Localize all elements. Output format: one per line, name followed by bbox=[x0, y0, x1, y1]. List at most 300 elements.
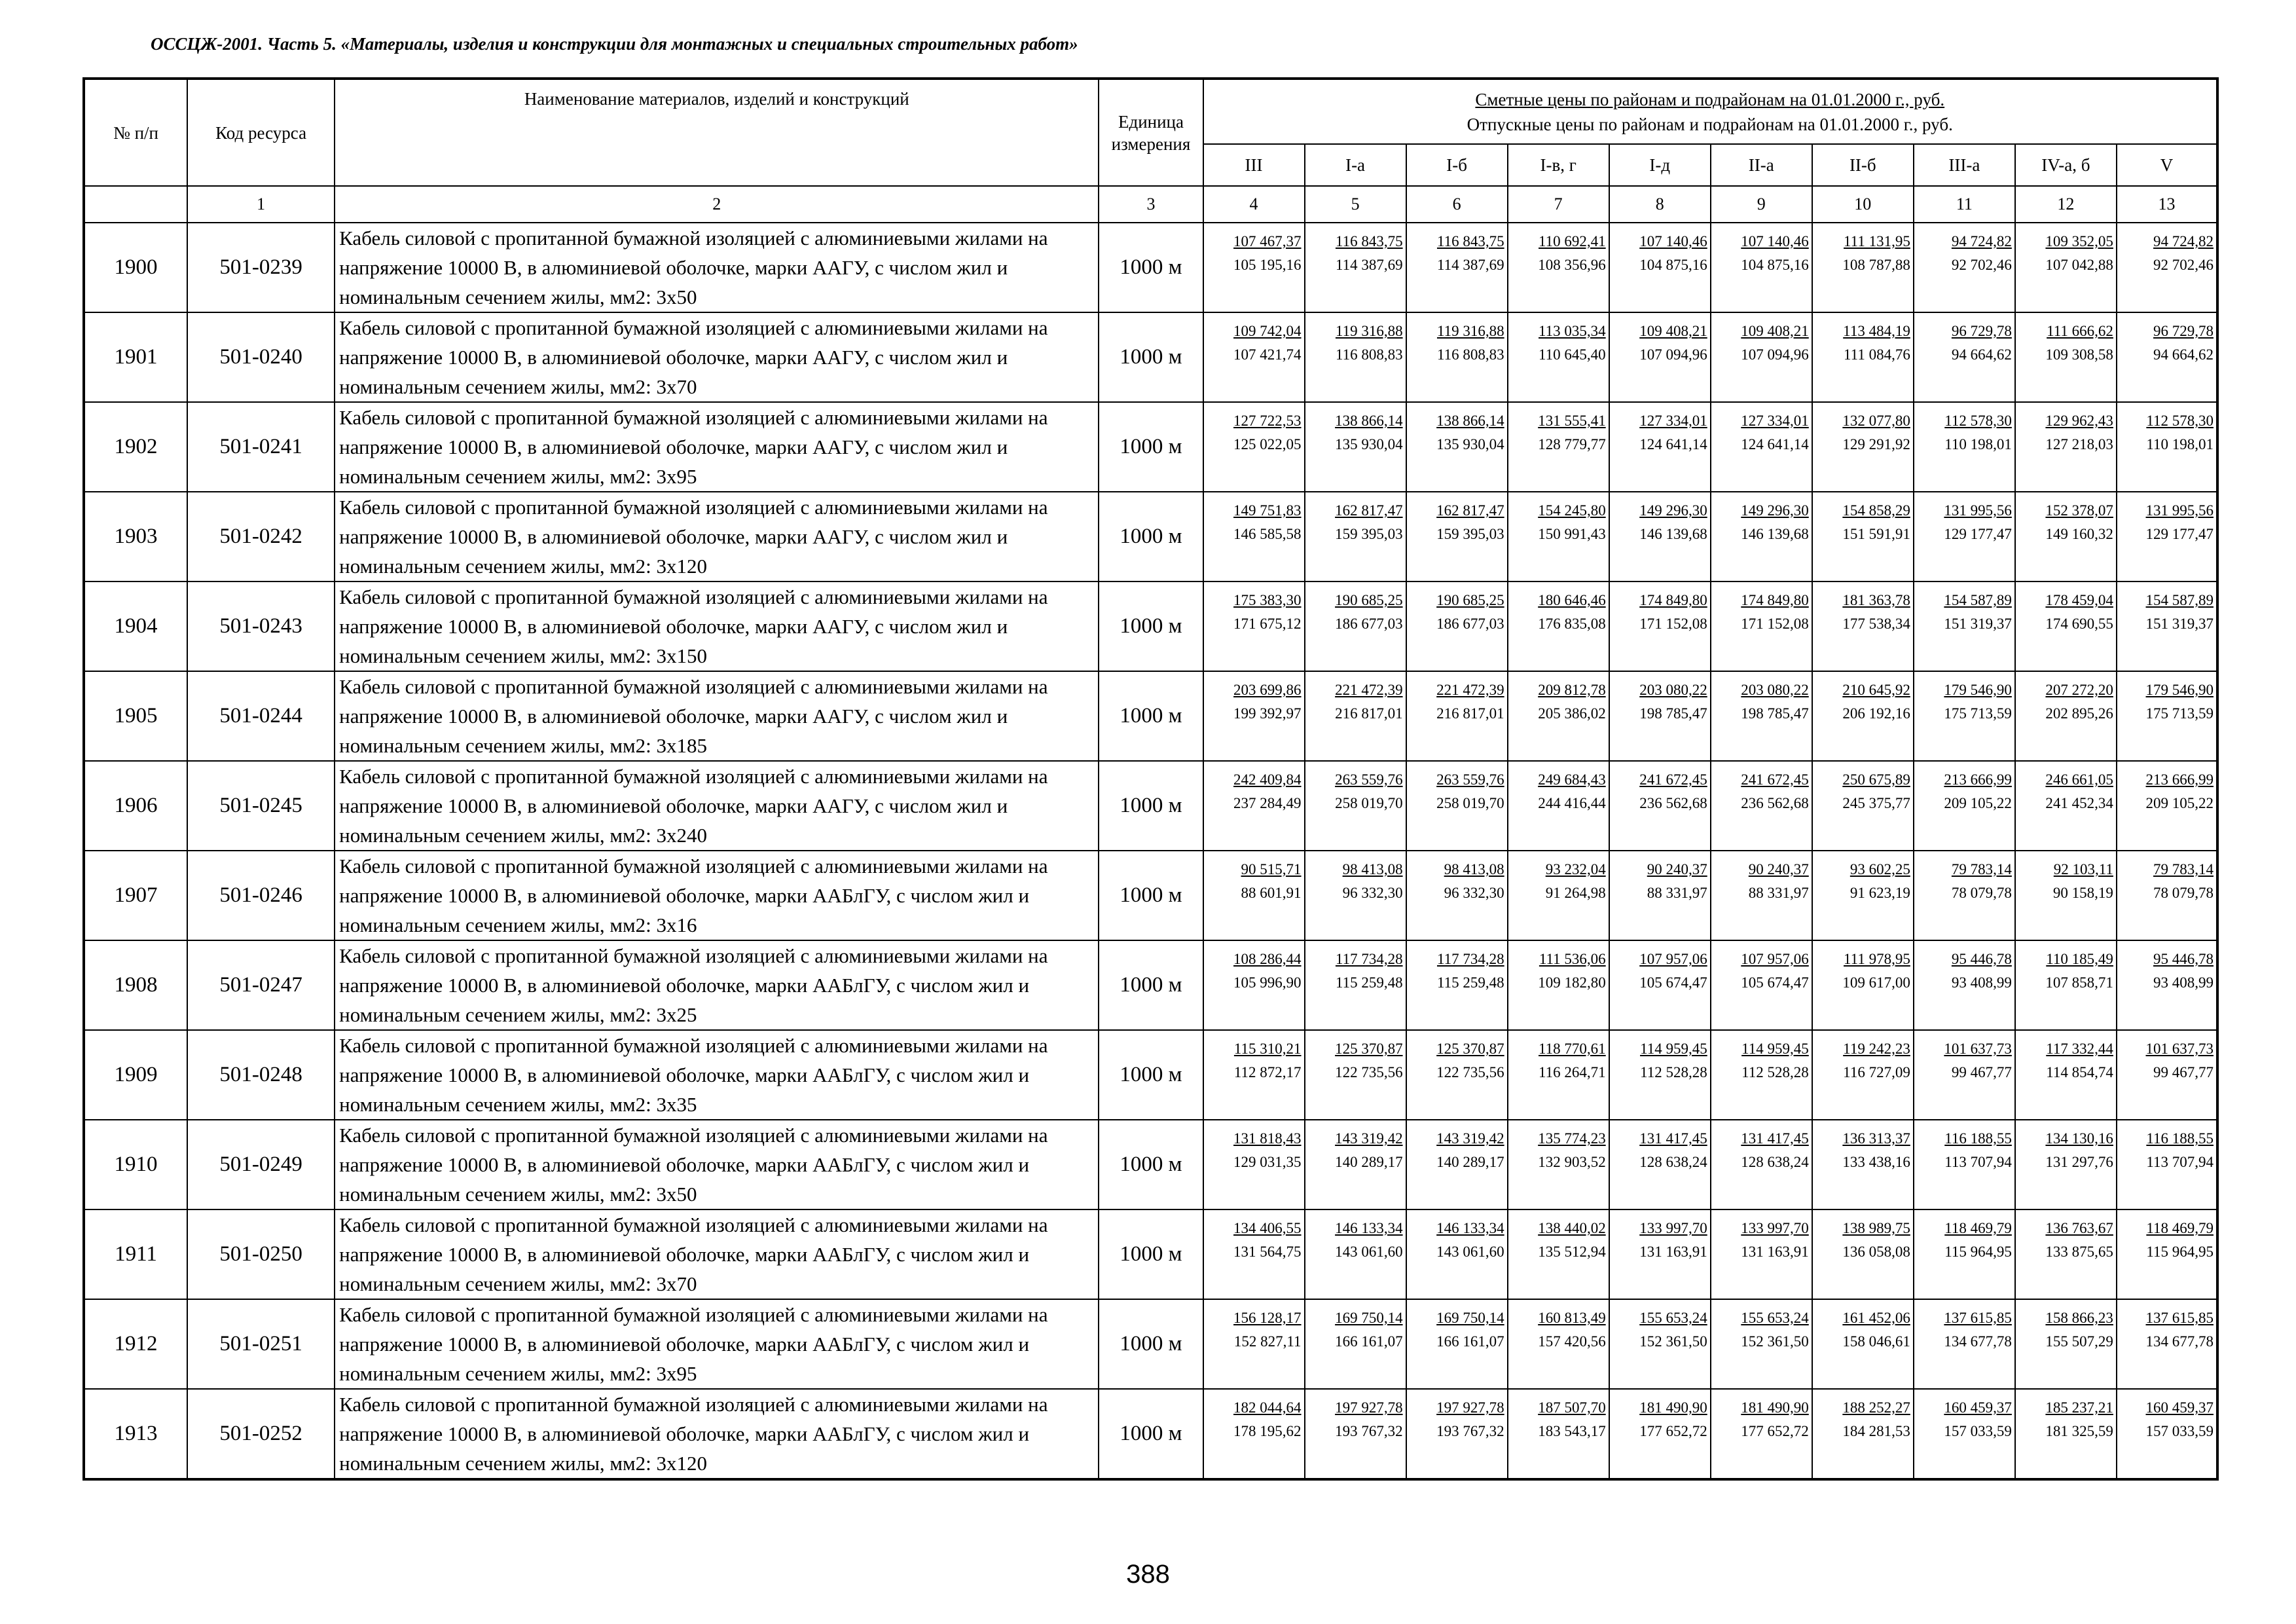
release-price: 131 163,91 bbox=[1639, 1244, 1707, 1260]
price-table bbox=[82, 77, 2219, 1481]
estimate-price: 138 440,02 bbox=[1538, 1220, 1606, 1236]
release-price: 104 875,16 bbox=[1741, 257, 1809, 273]
release-price: 157 033,59 bbox=[2145, 1423, 2214, 1439]
unit: 1000 м bbox=[1099, 1030, 1203, 1120]
estimate-price: 174 849,80 bbox=[1639, 592, 1707, 608]
release-price: 193 767,32 bbox=[1436, 1423, 1504, 1439]
table-row bbox=[84, 1209, 2217, 1299]
price-cell bbox=[2117, 1209, 2217, 1299]
price-cell bbox=[1609, 1299, 1711, 1389]
unit: 1000 м bbox=[1099, 940, 1203, 1030]
release-price: 152 827,11 bbox=[1233, 1333, 1302, 1350]
row-number: 1913 bbox=[84, 1389, 187, 1479]
release-price: 113 707,94 bbox=[2146, 1154, 2214, 1170]
release-price: 111 084,76 bbox=[1844, 346, 1910, 363]
unit: 1000 м bbox=[1099, 312, 1203, 402]
material-name: Кабель силовой с пропитанной бумажной изоляцией с алюминиевыми жилами на напряжение 10000 В, в алюминиевой оболочке, марки ААБлГУ, с числом жил и номинальным сечением жилы, мм2: 3х25 bbox=[335, 940, 1099, 1030]
release-price: 92 702,46 bbox=[2153, 257, 2214, 273]
material-name: Кабель силовой с пропитанной бумажной изоляцией с алюминиевыми жилами на напряжение 10000 В, в алюминиевой оболочке, марки ААГУ, с числом жил и номинальным сечением жилы, мм2: 3х150 bbox=[335, 581, 1099, 671]
resource-code: 501-0241 bbox=[187, 402, 335, 492]
price-cell bbox=[1508, 1030, 1609, 1120]
estimate-price: 125 370,87 bbox=[1335, 1041, 1403, 1057]
price-cell bbox=[1406, 492, 1508, 581]
estimate-price: 116 843,75 bbox=[1335, 233, 1403, 249]
resource-code: 501-0249 bbox=[187, 1120, 335, 1209]
table-row bbox=[84, 312, 2217, 402]
price-cell bbox=[1305, 1209, 1406, 1299]
estimate-price: 135 774,23 bbox=[1538, 1130, 1606, 1147]
release-price: 107 094,96 bbox=[1639, 346, 1707, 363]
release-price: 110 645,40 bbox=[1539, 346, 1606, 363]
release-price: 96 332,30 bbox=[1444, 885, 1504, 901]
price-cell bbox=[1914, 761, 2015, 851]
release-price: 171 152,08 bbox=[1639, 616, 1707, 632]
price-cell bbox=[2117, 223, 2217, 312]
price-cell bbox=[1203, 1299, 1305, 1389]
unit: 1000 м bbox=[1099, 581, 1203, 671]
price-cell bbox=[2117, 1389, 2217, 1479]
price-cell bbox=[1914, 223, 2015, 312]
price-cell bbox=[2015, 940, 2117, 1030]
release-price: 91 623,19 bbox=[1850, 885, 1910, 901]
price-cell bbox=[1812, 1389, 1914, 1479]
release-price: 122 735,56 bbox=[1335, 1064, 1403, 1080]
header-region: II-а bbox=[1711, 144, 1812, 186]
estimate-price: 118 770,61 bbox=[1539, 1041, 1606, 1057]
price-cell bbox=[1305, 402, 1406, 492]
release-price: 183 543,17 bbox=[1538, 1423, 1606, 1439]
release-price: 99 467,77 bbox=[1951, 1064, 2012, 1080]
release-price: 128 638,24 bbox=[1741, 1154, 1809, 1170]
release-price: 202 895,26 bbox=[2045, 705, 2113, 722]
estimate-price: 94 724,82 bbox=[2153, 233, 2214, 249]
estimate-price: 181 490,90 bbox=[1741, 1399, 1809, 1416]
price-cell bbox=[1812, 1209, 1914, 1299]
release-price: 133 875,65 bbox=[2045, 1244, 2113, 1260]
estimate-price: 101 637,73 bbox=[1944, 1041, 2012, 1057]
release-price: 96 332,30 bbox=[1342, 885, 1403, 901]
estimate-price: 111 978,95 bbox=[1844, 951, 1910, 967]
resource-code: 501-0246 bbox=[187, 851, 335, 940]
estimate-price: 117 332,44 bbox=[2046, 1041, 2113, 1057]
row-number: 1906 bbox=[84, 761, 187, 851]
price-cell bbox=[1203, 223, 1305, 312]
estimate-price: 180 646,46 bbox=[1538, 592, 1606, 608]
release-price: 205 386,02 bbox=[1538, 705, 1606, 722]
price-cell bbox=[1812, 761, 1914, 851]
release-price: 174 690,55 bbox=[2045, 616, 2113, 632]
price-cell bbox=[1711, 1030, 1812, 1120]
price-cell bbox=[1508, 581, 1609, 671]
price-cell bbox=[1305, 492, 1406, 581]
header-unit: Единица измерения bbox=[1099, 79, 1203, 186]
release-price: 140 289,17 bbox=[1335, 1154, 1403, 1170]
release-price: 159 395,03 bbox=[1436, 526, 1504, 542]
estimate-price: 241 672,45 bbox=[1741, 771, 1809, 788]
estimate-price: 174 849,80 bbox=[1741, 592, 1809, 608]
price-cell bbox=[1406, 1030, 1508, 1120]
release-price: 107 094,96 bbox=[1741, 346, 1809, 363]
price-cell bbox=[2015, 761, 2117, 851]
estimate-price: 162 817,47 bbox=[1335, 502, 1403, 519]
price-cell bbox=[1305, 1120, 1406, 1209]
release-price: 116 808,83 bbox=[1335, 346, 1403, 363]
release-price: 125 022,05 bbox=[1233, 436, 1302, 452]
release-price: 112 872,17 bbox=[1233, 1064, 1302, 1080]
release-price: 181 325,59 bbox=[2045, 1423, 2113, 1439]
row-number: 1908 bbox=[84, 940, 187, 1030]
price-cell bbox=[1406, 402, 1508, 492]
price-cell bbox=[1305, 223, 1406, 312]
estimate-price: 250 675,89 bbox=[1842, 771, 1910, 788]
release-price: 129 177,47 bbox=[2145, 526, 2214, 542]
row-number: 1903 bbox=[84, 492, 187, 581]
price-cell bbox=[1406, 761, 1508, 851]
estimate-price: 110 692,41 bbox=[1539, 233, 1606, 249]
table-row bbox=[84, 492, 2217, 581]
price-cell bbox=[2015, 492, 2117, 581]
estimate-price: 93 602,25 bbox=[1850, 861, 1910, 877]
material-name: Кабель силовой с пропитанной бумажной изоляцией с алюминиевыми жилами на напряжение 10000 В, в алюминиевой оболочке, марки ААГУ, с числом жил и номинальным сечением жилы, мм2: 3х70 bbox=[335, 312, 1099, 402]
estimate-price: 109 742,04 bbox=[1233, 323, 1302, 339]
table-row bbox=[84, 671, 2217, 761]
release-price: 209 105,22 bbox=[1944, 795, 2012, 811]
price-cell bbox=[1711, 402, 1812, 492]
estimate-price: 111 536,06 bbox=[1539, 951, 1606, 967]
estimate-price: 109 408,21 bbox=[1639, 323, 1707, 339]
price-cell bbox=[2117, 492, 2217, 581]
release-price: 78 079,78 bbox=[2153, 885, 2214, 901]
resource-code: 501-0242 bbox=[187, 492, 335, 581]
price-cell bbox=[1203, 1120, 1305, 1209]
estimate-price: 246 661,05 bbox=[2045, 771, 2113, 788]
estimate-price: 116 188,55 bbox=[1944, 1130, 2012, 1147]
resource-code: 501-0247 bbox=[187, 940, 335, 1030]
release-price: 114 387,69 bbox=[1436, 257, 1504, 273]
row-number: 1905 bbox=[84, 671, 187, 761]
release-price: 112 528,28 bbox=[1640, 1064, 1707, 1080]
table-row bbox=[84, 402, 2217, 492]
price-cell bbox=[2117, 1299, 2217, 1389]
material-name: Кабель силовой с пропитанной бумажной изоляцией с алюминиевыми жилами на напряжение 10000 В, в алюминиевой оболочке, марки ААБлГУ, с числом жил и номинальным сечением жилы, мм2: 3х35 bbox=[335, 1030, 1099, 1120]
estimate-price: 113 484,19 bbox=[1843, 323, 1910, 339]
estimate-price: 136 313,37 bbox=[1842, 1130, 1910, 1147]
release-price: 157 033,59 bbox=[1944, 1423, 2012, 1439]
estimate-price: 119 316,88 bbox=[1335, 323, 1403, 339]
estimate-price: 125 370,87 bbox=[1436, 1041, 1504, 1057]
release-price: 171 152,08 bbox=[1741, 616, 1809, 632]
price-cell bbox=[1812, 851, 1914, 940]
release-price: 116 727,09 bbox=[1843, 1064, 1910, 1080]
release-price: 99 467,77 bbox=[2153, 1064, 2214, 1080]
price-cell bbox=[2117, 1030, 2217, 1120]
release-price: 91 264,98 bbox=[1545, 885, 1606, 901]
estimate-price: 118 469,79 bbox=[1944, 1220, 2012, 1236]
release-price: 88 601,91 bbox=[1241, 885, 1302, 901]
price-cell bbox=[1406, 312, 1508, 402]
release-price: 109 182,80 bbox=[1538, 974, 1606, 991]
price-cell bbox=[2015, 1389, 2117, 1479]
estimate-price: 111 666,62 bbox=[2047, 323, 2113, 339]
unit: 1000 м bbox=[1099, 671, 1203, 761]
price-cell bbox=[1203, 312, 1305, 402]
header-name: Наименование материалов, изделий и конструкций bbox=[335, 79, 1099, 186]
price-cell bbox=[1406, 1389, 1508, 1479]
price-cell bbox=[1914, 402, 2015, 492]
release-price: 94 664,62 bbox=[2153, 346, 2214, 363]
column-number: 6 bbox=[1406, 186, 1508, 223]
estimate-price: 146 133,34 bbox=[1335, 1220, 1403, 1236]
column-number: 1 bbox=[187, 186, 335, 223]
release-price: 177 652,72 bbox=[1639, 1423, 1707, 1439]
release-price: 78 079,78 bbox=[1951, 885, 2012, 901]
estimate-price: 131 995,56 bbox=[1944, 502, 2012, 519]
release-price: 114 387,69 bbox=[1335, 257, 1403, 273]
column-number bbox=[84, 186, 187, 223]
release-price: 216 817,01 bbox=[1335, 705, 1403, 722]
material-name: Кабель силовой с пропитанной бумажной изоляцией с алюминиевыми жилами на напряжение 10000 В, в алюминиевой оболочке, марки ААБлГУ, с числом жил и номинальным сечением жилы, мм2: 3х95 bbox=[335, 1299, 1099, 1389]
estimate-price: 101 637,73 bbox=[2145, 1041, 2214, 1057]
release-price: 198 785,47 bbox=[1741, 705, 1809, 722]
price-cell bbox=[1914, 581, 2015, 671]
header-prices bbox=[1203, 79, 2218, 144]
release-price: 93 408,99 bbox=[2153, 974, 2214, 991]
release-price: 88 331,97 bbox=[1647, 885, 1707, 901]
release-price: 115 259,48 bbox=[1335, 974, 1403, 991]
price-cell bbox=[1406, 940, 1508, 1030]
release-price: 175 713,59 bbox=[2145, 705, 2214, 722]
estimate-price: 190 685,25 bbox=[1436, 592, 1504, 608]
resource-code: 501-0239 bbox=[187, 223, 335, 312]
release-price: 184 281,53 bbox=[1842, 1423, 1910, 1439]
price-cell bbox=[1711, 1209, 1812, 1299]
release-price: 149 160,32 bbox=[2045, 526, 2113, 542]
material-name: Кабель силовой с пропитанной бумажной изоляцией с алюминиевыми жилами на напряжение 10000 В, в алюминиевой оболочке, марки ААГУ, с числом жил и номинальным сечением жилы, мм2: 3х50 bbox=[335, 223, 1099, 312]
price-cell bbox=[1406, 671, 1508, 761]
price-cell bbox=[1914, 940, 2015, 1030]
estimate-price: 263 559,76 bbox=[1335, 771, 1403, 788]
release-price: 171 675,12 bbox=[1233, 616, 1302, 632]
estimate-price: 109 352,05 bbox=[2045, 233, 2113, 249]
release-price: 151 319,37 bbox=[1944, 616, 2012, 632]
price-cell bbox=[1812, 581, 1914, 671]
release-price: 112 528,28 bbox=[1741, 1064, 1809, 1080]
release-price: 135 930,04 bbox=[1335, 436, 1403, 452]
material-name: Кабель силовой с пропитанной бумажной изоляцией с алюминиевыми жилами на напряжение 10000 В, в алюминиевой оболочке, марки ААБлГУ, с числом жил и номинальным сечением жилы, мм2: 3х70 bbox=[335, 1209, 1099, 1299]
estimate-price: 149 296,30 bbox=[1741, 502, 1809, 519]
column-number: 2 bbox=[335, 186, 1099, 223]
price-cell bbox=[1508, 851, 1609, 940]
release-price: 131 163,91 bbox=[1741, 1244, 1809, 1260]
estimate-price: 190 685,25 bbox=[1335, 592, 1403, 608]
estimate-price: 155 653,24 bbox=[1741, 1310, 1809, 1326]
price-cell bbox=[1203, 1209, 1305, 1299]
price-cell bbox=[2117, 940, 2217, 1030]
estimate-price: 114 959,45 bbox=[1741, 1041, 1809, 1057]
estimate-price: 160 813,49 bbox=[1538, 1310, 1606, 1326]
price-cell bbox=[1812, 402, 1914, 492]
estimate-price: 90 240,37 bbox=[1647, 861, 1707, 877]
table-row bbox=[84, 223, 2217, 312]
estimate-price: 138 989,75 bbox=[1842, 1220, 1910, 1236]
price-cell bbox=[2015, 851, 2117, 940]
resource-code: 501-0248 bbox=[187, 1030, 335, 1120]
estimate-price: 131 995,56 bbox=[2145, 502, 2214, 519]
material-name: Кабель силовой с пропитанной бумажной изоляцией с алюминиевыми жилами на напряжение 10000 В, в алюминиевой оболочке, марки ААГУ, с числом жил и номинальным сечением жилы, мм2: 3х240 bbox=[335, 761, 1099, 851]
resource-code: 501-0250 bbox=[187, 1209, 335, 1299]
estimate-price: 181 363,78 bbox=[1842, 592, 1910, 608]
estimate-price: 242 409,84 bbox=[1233, 771, 1302, 788]
unit: 1000 м bbox=[1099, 1209, 1203, 1299]
price-cell bbox=[1508, 940, 1609, 1030]
estimate-price: 117 734,28 bbox=[1335, 951, 1403, 967]
release-price: 258 019,70 bbox=[1335, 795, 1403, 811]
estimate-price: 134 406,55 bbox=[1233, 1220, 1302, 1236]
estimate-price: 113 035,34 bbox=[1539, 323, 1606, 339]
release-price: 143 061,60 bbox=[1436, 1244, 1504, 1260]
price-cell bbox=[1914, 1030, 2015, 1120]
price-cell bbox=[1711, 1389, 1812, 1479]
price-cell bbox=[1711, 1299, 1812, 1389]
price-cell bbox=[1711, 940, 1812, 1030]
estimate-price: 117 734,28 bbox=[1436, 951, 1504, 967]
estimate-price: 149 751,83 bbox=[1233, 502, 1302, 519]
table-row bbox=[84, 1030, 2217, 1120]
price-cell bbox=[1609, 402, 1711, 492]
estimate-price: 131 417,45 bbox=[1639, 1130, 1707, 1147]
release-price: 105 674,47 bbox=[1741, 974, 1809, 991]
price-cell bbox=[1812, 1120, 1914, 1209]
column-number: 13 bbox=[2117, 186, 2217, 223]
estimate-price: 160 459,37 bbox=[1944, 1399, 2012, 1416]
estimate-price: 112 578,30 bbox=[2146, 413, 2214, 429]
estimate-price: 152 378,07 bbox=[2045, 502, 2113, 519]
price-cell bbox=[2117, 312, 2217, 402]
estimate-price: 185 237,21 bbox=[2045, 1399, 2113, 1416]
resource-code: 501-0251 bbox=[187, 1299, 335, 1389]
price-cell bbox=[1203, 671, 1305, 761]
price-cell bbox=[1914, 1299, 2015, 1389]
table-row bbox=[84, 1120, 2217, 1209]
estimate-price: 169 750,14 bbox=[1335, 1310, 1403, 1326]
unit: 1000 м bbox=[1099, 851, 1203, 940]
price-cell bbox=[1711, 492, 1812, 581]
price-cell bbox=[2117, 1120, 2217, 1209]
price-cell bbox=[2015, 402, 2117, 492]
row-number: 1907 bbox=[84, 851, 187, 940]
release-price: 127 218,03 bbox=[2045, 436, 2113, 452]
estimate-price: 119 242,23 bbox=[1843, 1041, 1910, 1057]
unit: 1000 м bbox=[1099, 492, 1203, 581]
header-prices-release: Отпускные цены по районам и подрайонам на 01.01.2000 г., руб. bbox=[1467, 114, 1953, 134]
release-price: 146 585,58 bbox=[1233, 526, 1302, 542]
column-number: 7 bbox=[1508, 186, 1609, 223]
price-cell bbox=[1711, 312, 1812, 402]
estimate-price: 107 140,46 bbox=[1639, 233, 1707, 249]
price-cell bbox=[1914, 671, 2015, 761]
price-cell bbox=[1406, 1299, 1508, 1389]
release-price: 93 408,99 bbox=[1951, 974, 2012, 991]
row-number: 1909 bbox=[84, 1030, 187, 1120]
estimate-price: 221 472,39 bbox=[1335, 682, 1403, 698]
price-cell bbox=[1508, 761, 1609, 851]
release-price: 206 192,16 bbox=[1842, 705, 1910, 722]
price-cell bbox=[1812, 223, 1914, 312]
column-number: 4 bbox=[1203, 186, 1305, 223]
price-cell bbox=[1508, 223, 1609, 312]
material-name: Кабель силовой с пропитанной бумажной изоляцией с алюминиевыми жилами на напряжение 10000 В, в алюминиевой оболочке, марки ААБлГУ, с числом жил и номинальным сечением жилы, мм2: 3х120 bbox=[335, 1389, 1099, 1479]
column-number: 5 bbox=[1305, 186, 1406, 223]
price-cell bbox=[1203, 492, 1305, 581]
release-price: 241 452,34 bbox=[2045, 795, 2113, 811]
row-number: 1911 bbox=[84, 1209, 187, 1299]
release-price: 166 161,07 bbox=[1436, 1333, 1504, 1350]
estimate-price: 203 699,86 bbox=[1233, 682, 1302, 698]
header-region: III bbox=[1203, 144, 1305, 186]
estimate-price: 79 783,14 bbox=[1951, 861, 2012, 877]
price-cell bbox=[1508, 492, 1609, 581]
unit: 1000 м bbox=[1099, 402, 1203, 492]
estimate-price: 213 666,99 bbox=[2145, 771, 2214, 788]
price-cell bbox=[1711, 223, 1812, 312]
price-cell bbox=[1508, 1209, 1609, 1299]
price-cell bbox=[1914, 1120, 2015, 1209]
release-price: 198 785,47 bbox=[1639, 705, 1707, 722]
estimate-price: 79 783,14 bbox=[2153, 861, 2214, 877]
row-number: 1902 bbox=[84, 402, 187, 492]
price-cell bbox=[1508, 312, 1609, 402]
price-cell bbox=[1609, 492, 1711, 581]
material-name: Кабель силовой с пропитанной бумажной изоляцией с алюминиевыми жилами на напряжение 10000 В, в алюминиевой оболочке, марки ААГУ, с числом жил и номинальным сечением жилы, мм2: 3х95 bbox=[335, 402, 1099, 492]
column-number: 11 bbox=[1914, 186, 2015, 223]
price-cell bbox=[2015, 1209, 2117, 1299]
release-price: 131 564,75 bbox=[1233, 1244, 1302, 1260]
estimate-price: 154 587,89 bbox=[1944, 592, 2012, 608]
price-cell bbox=[1609, 312, 1711, 402]
estimate-price: 203 080,22 bbox=[1639, 682, 1707, 698]
estimate-price: 155 653,24 bbox=[1639, 1310, 1707, 1326]
estimate-price: 129 962,43 bbox=[2045, 413, 2113, 429]
price-cell bbox=[1711, 581, 1812, 671]
price-cell bbox=[1406, 1120, 1508, 1209]
price-cell bbox=[1508, 1120, 1609, 1209]
release-price: 105 195,16 bbox=[1233, 257, 1302, 273]
estimate-price: 127 334,01 bbox=[1639, 413, 1707, 429]
unit: 1000 м bbox=[1099, 223, 1203, 312]
estimate-price: 179 546,90 bbox=[1944, 682, 2012, 698]
release-price: 129 177,47 bbox=[1944, 526, 2012, 542]
column-number: 3 bbox=[1099, 186, 1203, 223]
release-price: 114 854,74 bbox=[2046, 1064, 2113, 1080]
estimate-price: 137 615,85 bbox=[2145, 1310, 2214, 1326]
estimate-price: 90 240,37 bbox=[1748, 861, 1809, 877]
row-number: 1900 bbox=[84, 223, 187, 312]
release-price: 146 139,68 bbox=[1741, 526, 1809, 542]
release-price: 128 779,77 bbox=[1538, 436, 1606, 452]
row-number: 1901 bbox=[84, 312, 187, 402]
estimate-price: 175 383,30 bbox=[1233, 592, 1302, 608]
estimate-price: 98 413,08 bbox=[1444, 861, 1504, 877]
header-region: III-а bbox=[1914, 144, 2015, 186]
estimate-price: 96 729,78 bbox=[2153, 323, 2214, 339]
estimate-price: 94 724,82 bbox=[1951, 233, 2012, 249]
price-cell bbox=[1305, 940, 1406, 1030]
estimate-price: 107 140,46 bbox=[1741, 233, 1809, 249]
release-price: 107 858,71 bbox=[2045, 974, 2113, 991]
table-row bbox=[84, 940, 2217, 1030]
price-cell bbox=[1609, 671, 1711, 761]
price-cell bbox=[1914, 1389, 2015, 1479]
